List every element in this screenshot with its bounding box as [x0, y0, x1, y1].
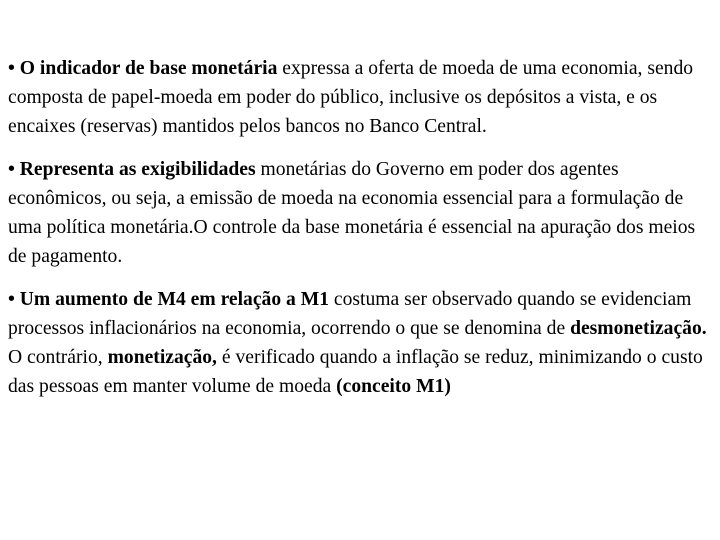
paragraph-text: é verificado quando a inflação se reduz, minimizando o custo das pessoas em manter volume de moeda	[8, 347, 703, 397]
bold-term-desmonetizacao: desmonetização.	[570, 318, 707, 339]
paragraph-text: expressa a oferta de moeda de uma economia, sendo composta de papel-moeda em poder do público, inclusive os depósitos a vista, e os encaixes (reservas) mantidos pelos bancos no Banco Central.	[8, 58, 694, 137]
paragraph-base-monetaria	[8, 54, 708, 141]
paragraph-text: O contrário,	[8, 347, 108, 368]
bullet: •	[8, 289, 20, 310]
paragraph-text: costuma ser observado quando se evidenciam processos inflacionários na economia, ocorrendo o que se denomina de	[8, 289, 692, 339]
bold-lead: O indicador de base monetária	[19, 58, 278, 79]
bold-term-monetizacao: monetização,	[107, 347, 217, 368]
bullet: •	[8, 159, 20, 180]
paragraph-exigibilidades	[8, 155, 708, 271]
slide-body	[8, 54, 708, 415]
bold-term-conceito-m1: (conceito M1)	[336, 376, 451, 397]
bold-lead: Um aumento de M4 em relação a M1	[19, 289, 330, 310]
paragraph-text: monetárias do Governo em poder dos agentes econômicos, ou seja, a emissão de moeda na economia essencial para a formulação de uma política monetária.O controle da base monetária é essencial na apuração dos meios de pagamento.	[8, 159, 696, 267]
bold-lead: Representa as exigibilidades	[19, 159, 256, 180]
bullet: •	[8, 58, 20, 79]
paragraph-m4-m1	[8, 285, 708, 401]
